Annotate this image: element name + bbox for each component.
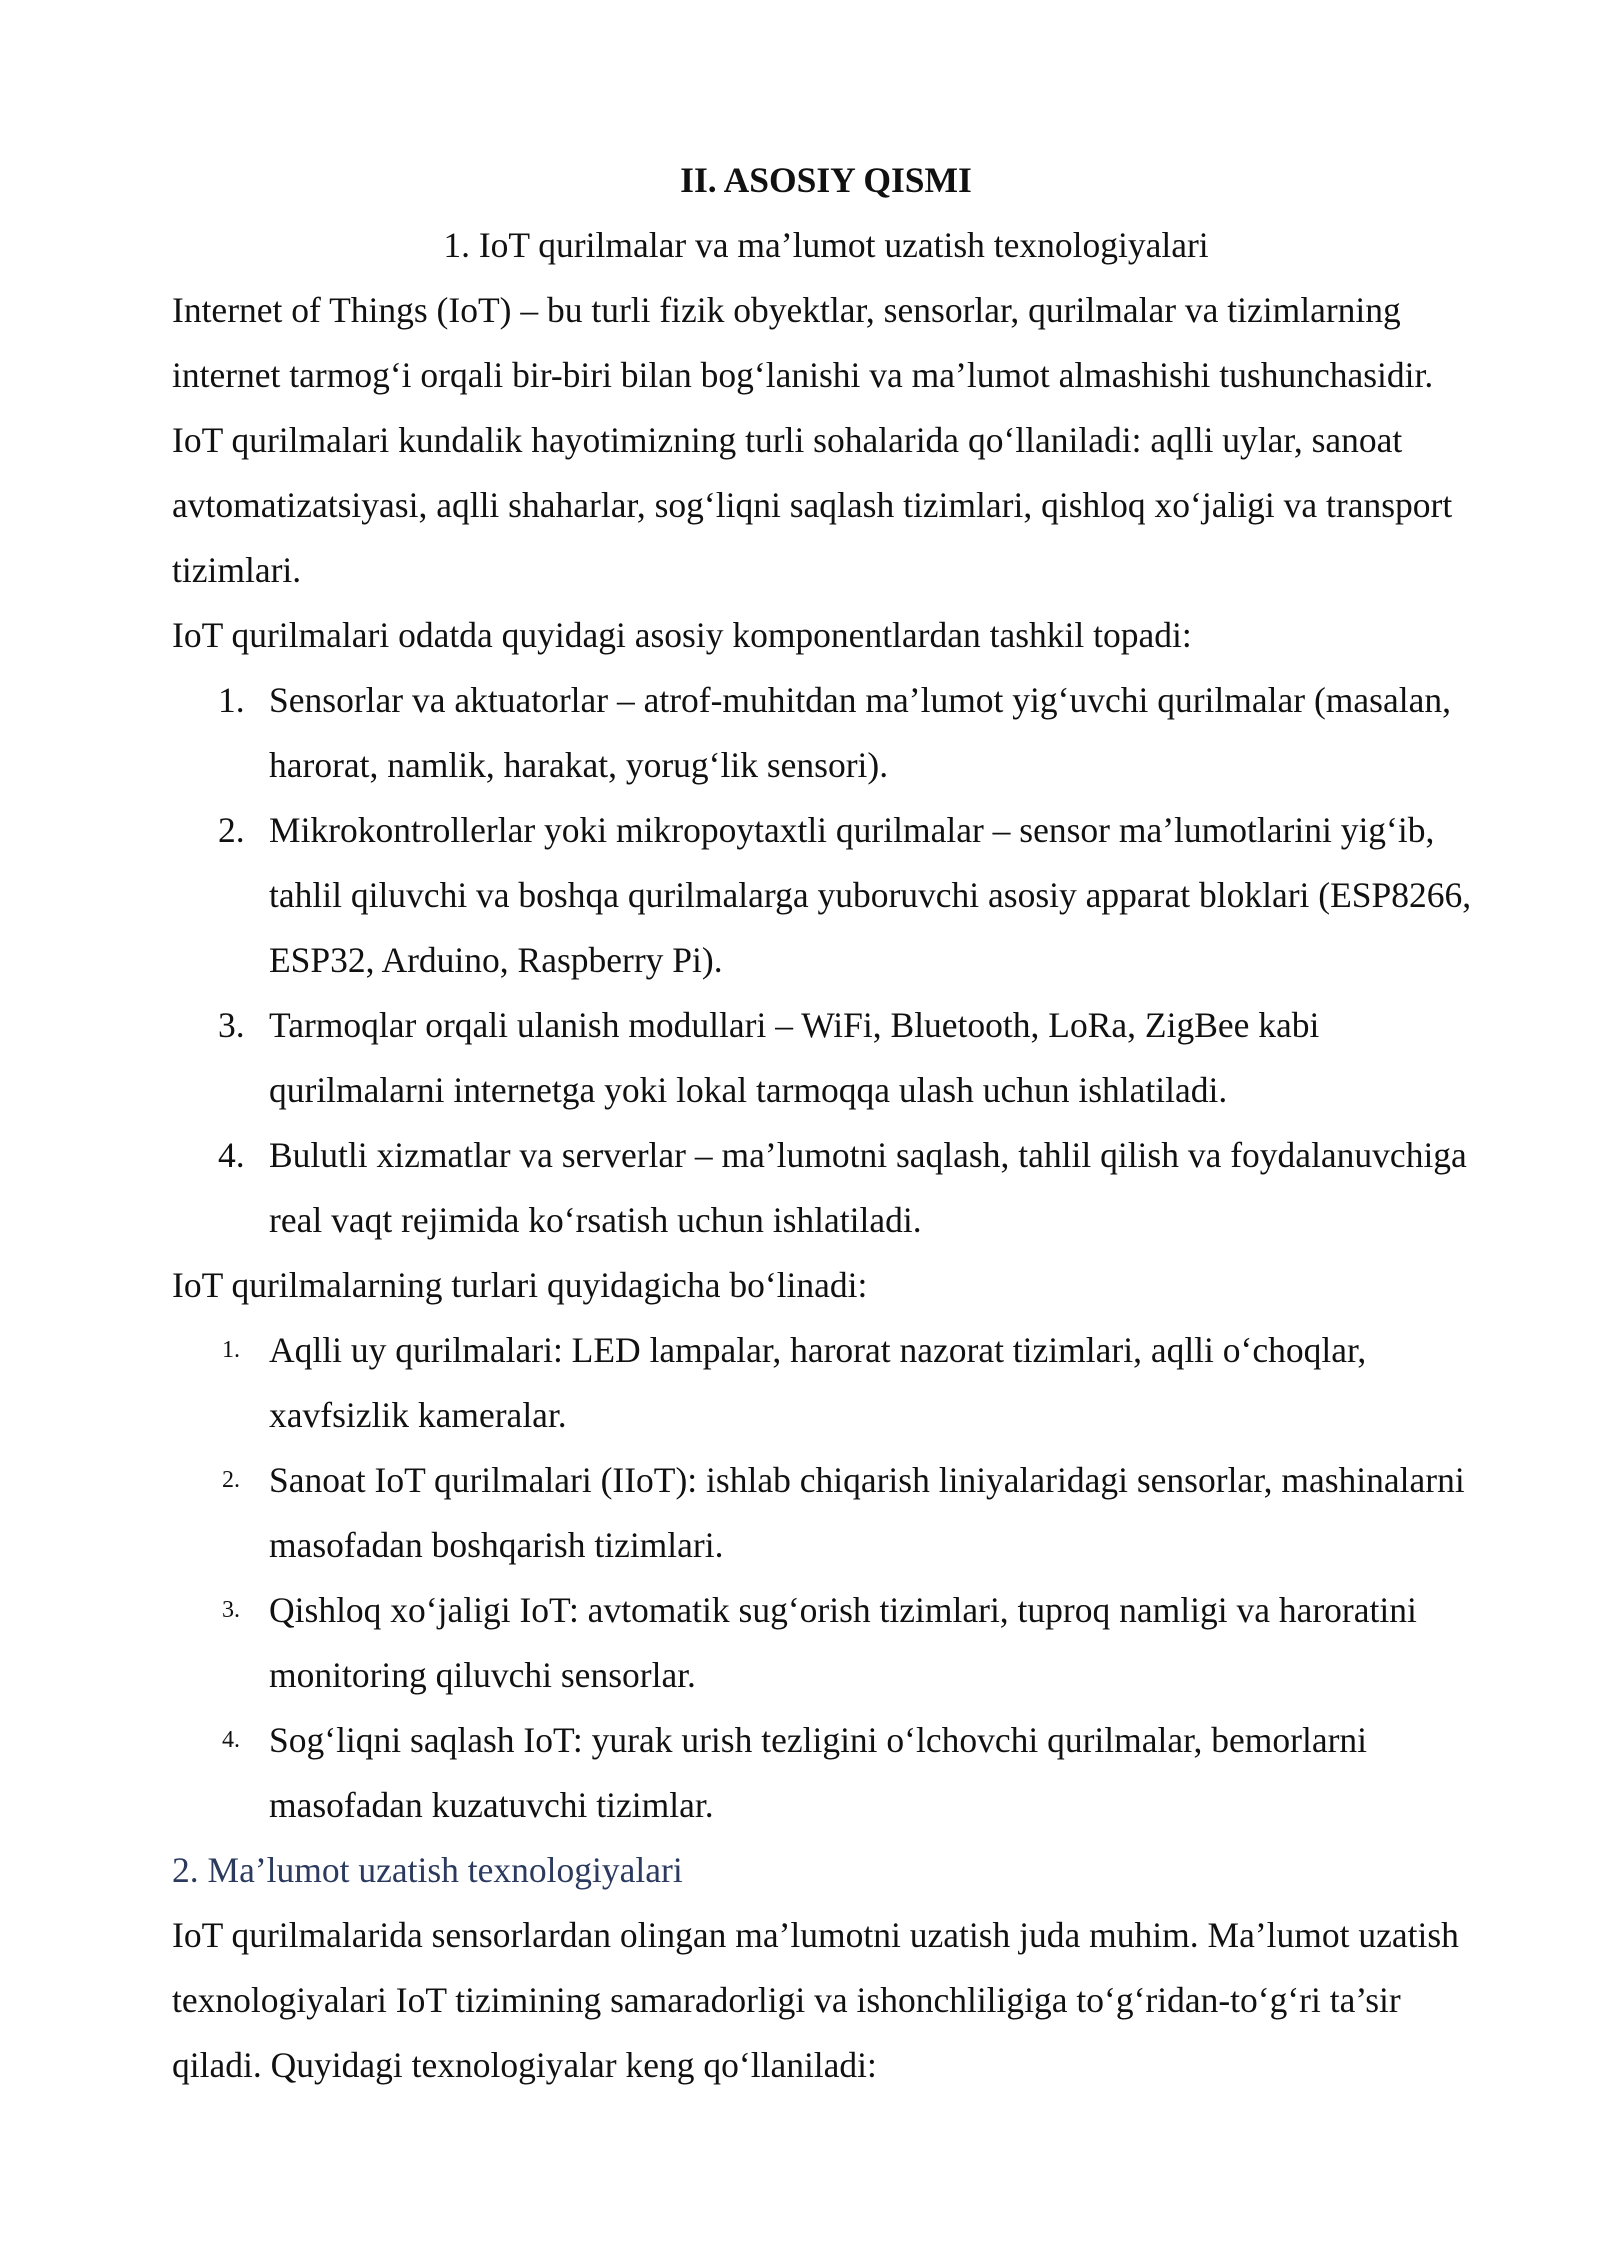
list-item-number: 4. (222, 1727, 240, 1753)
list-item-text: Sog‘liqni saqlash IoT: yurak urish tezligini o‘lchovchi qurilmalar, bemorlarni masofadan kuzatuvchi tizimlar. (269, 1720, 1368, 1825)
list-item (172, 1708, 1480, 1838)
list-item-number: 3. (218, 1005, 245, 1045)
list-item-text: Tarmoqlar orqali ulanish modullari – WiFi, Bluetooth, LoRa, ZigBee kabi qurilmalarni internetga yoki lokal tarmoqqa ulash uchun ishlatiladi. (269, 1005, 1320, 1110)
types-intro: IoT qurilmalarning turlari quyidagicha bo‘linadi: (172, 1265, 868, 1305)
list-item-number: 4. (218, 1135, 245, 1175)
list-item (172, 668, 1480, 798)
section-2-heading: 2. Ma’lumot uzatish texnologiyalari (172, 1850, 683, 1890)
list-item-text: Aqlli uy qurilmalari: LED lampalar, harorat nazorat tizimlari, aqlli o‘choqlar, xavfsizlik kameralar. (269, 1330, 1367, 1435)
list-item-text: Qishloq xo‘jaligi IoT: avtomatik sug‘orish tizimlari, tuproq namligi va haroratini monitoring qiluvchi sensorlar. (269, 1590, 1417, 1695)
section-2-paragraph: IoT qurilmalarida sensorlardan olingan ma’lumotni uzatish juda muhim. Ma’lumot uzatish texnologiyalari IoT tizimining samaradorligi va ishonchliligiga to‘g‘ridan-to‘g‘ri ta’sir qiladi. Quyidagi texnologiyalar keng qo‘llaniladi: (172, 1915, 1459, 2085)
list-item (172, 993, 1480, 1123)
list-item-number: 2. (222, 1467, 240, 1493)
components-intro: IoT qurilmalari odatda quyidagi asosiy komponentlardan tashkil topadi: (172, 615, 1192, 655)
list-item (172, 1123, 1480, 1253)
types-list (172, 1318, 1480, 1838)
list-item-text: Sanoat IoT qurilmalari (IIoT): ishlab chiqarish liniyalaridagi sensorlar, mashinalarni masofadan boshqarish tizimlari. (269, 1460, 1465, 1565)
list-item (172, 1578, 1480, 1708)
list-item-text: Bulutli xizmatlar va serverlar – ma’lumotni saqlash, tahlil qilish va foydalanuvchiga real vaqt rejimida ko‘rsatish uchun ishlatiladi. (269, 1135, 1467, 1240)
list-item (172, 798, 1480, 993)
list-item-number: 2. (218, 810, 245, 850)
components-list (172, 668, 1480, 1253)
sub-heading: 1. IoT qurilmalar va ma’lumot uzatish texnologiyalari (443, 225, 1209, 265)
list-item (172, 1448, 1480, 1578)
list-item-text: Sensorlar va aktuatorlar – atrof-muhitdan ma’lumot yig‘uvchi qurilmalar (masalan, harorat, namlik, harakat, yorug‘lik sensori). (269, 680, 1451, 785)
list-item (172, 1318, 1480, 1448)
list-item-number: 1. (222, 1337, 240, 1363)
intro-paragraph: Internet of Things (IoT) – bu turli fizik obyektlar, sensorlar, qurilmalar va tizimlarning internet tarmog‘i orqali bir-biri bilan bog‘lanishi va ma’lumot almashishi tushunchasidir. IoT qurilmalari kundalik hayotimizning turli sohalarida qo‘llaniladi: aqlli uylar, sanoat avtomatizatsiyasi, aqlli shaharlar, sog‘liqni saqlash tizimlari, qishloq xo‘jaligi va transport tizimlari. (172, 290, 1453, 590)
list-item-text: Mikrokontrollerlar yoki mikropoytaxtli qurilmalar – sensor ma’lumotlarini yig‘ib, tahlil qiluvchi va boshqa qurilmalarga yuboruvchi asosiy apparat bloklari (ESP8266, ESP32, Arduino, Raspberry Pi). (269, 810, 1472, 980)
main-heading: II. ASOSIY QISMI (680, 160, 972, 200)
list-item-number: 3. (222, 1597, 240, 1623)
list-item-number: 1. (218, 680, 245, 720)
